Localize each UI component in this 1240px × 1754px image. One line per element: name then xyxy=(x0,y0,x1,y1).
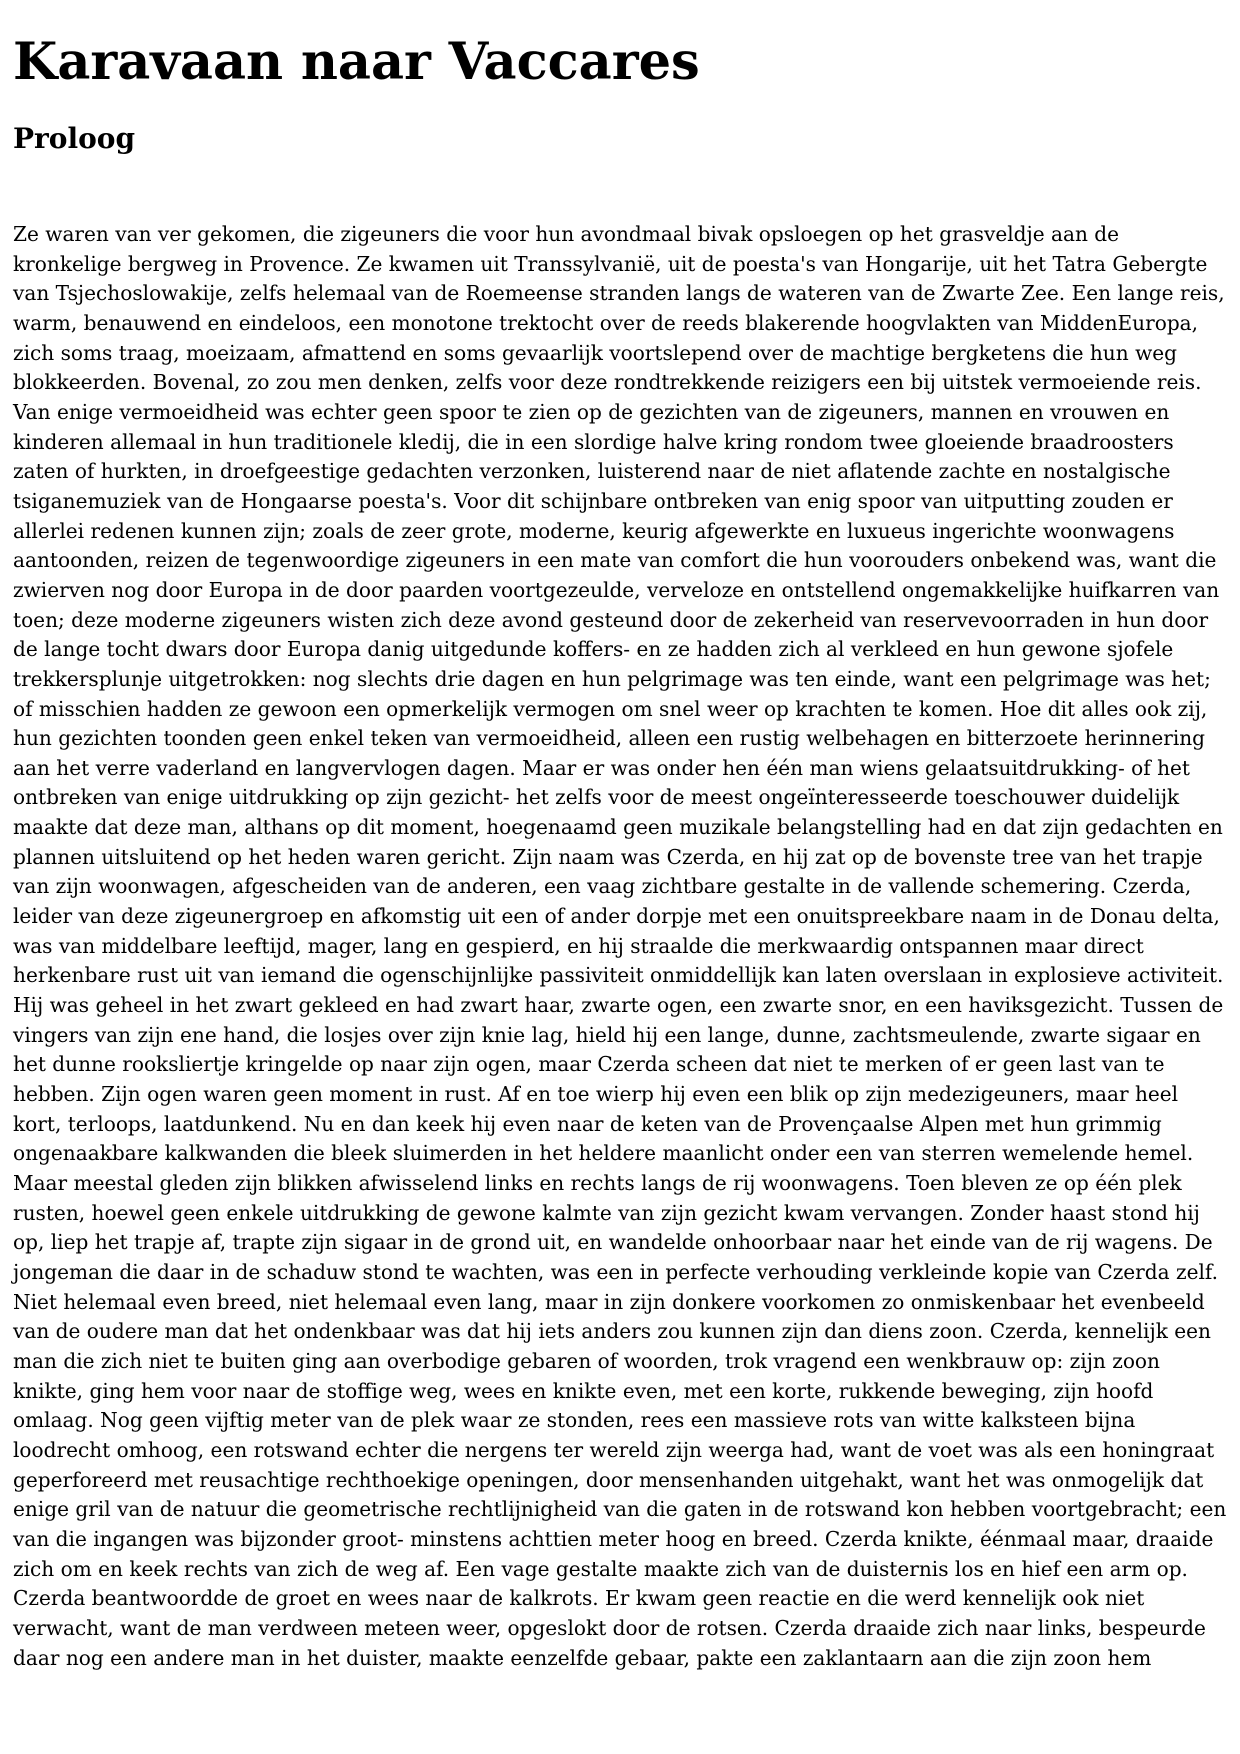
body-paragraph: Ze waren van ver gekomen, die zigeuners die voor hun avondmaal bivak opsloegen op het grasveldje aan de kronkelige bergweg in Provence. Ze kwamen uit Transsylvanië, uit de poesta's van Hongarije, uit het Tatra Gebergte van Tsjechoslowakije, zelfs helemaal van de Roemeense stranden langs de wateren van de Zwarte Zee. Een lange reis, warm, benauwend en eindeloos, een monotone trektocht over de reeds blakerende hoogvlakten van MiddenEuropa, zich soms traag, moeizaam, afmattend en soms gevaarlijk voortslepend over de machtige bergketens die hun weg blokkeerden. Bovenal, zo zou men denken, zelfs voor deze rondtrekkende reizigers een bij uitstek vermoeiende reis. Van enige vermoeidheid was echter geen spoor te zien op de gezichten van de zigeuners, mannen en vrouwen en kinderen allemaal in hun traditionele kledij, die in een slordige halve kring rondom twee gloeiende braadroosters zaten of hurkten, in droefgeestige gedachten verzonken, luisterend naar de niet aflatende zachte en nostalgische tsiganemuziek van de Hongaarse poesta's. Voor dit schijnbare ontbreken van enig spoor van uitputting zouden er allerlei redenen kunnen zijn; zoals de zeer grote, moderne, keurig afgewerkte en luxueus ingerichte woonwagens aantoonden, reizen de tegenwoordige zigeuners in een mate van comfort die hun voorouders onbekend was, want die zwierven nog door Europa in de door paarden voortgezeulde, verveloze en ontstellend ongemakkelijke huifkarren van toen; deze moderne zigeuners wisten zich deze avond gesteund door de zekerheid van reservevoorraden in hun door de lange tocht dwars door Europa danig uitgedunde koffers- en ze hadden zich al verkleed en hun gewone sjofele trekkersplunje uitgetrokken: nog slechts drie dagen en hun pelgrimage was ten einde, want een pelgrimage was het; of misschien hadden ze gewoon een opmerkelijk vermogen om snel weer op krachten te komen. Hoe dit alles ook zij, hun gezichten toonden geen enkel teken van vermoeidheid, alleen een rustig welbehagen en bitterzoete herinnering aan het verre vaderland en langvervlogen dagen. Maar er was onder hen één man wiens gelaatsuitdrukking- of het ontbreken van enige uitdrukking op zijn gezicht- het zelfs voor de meest ongeïnteresseerde toeschouwer duidelijk maakte dat deze man, althans op dit moment, hoegenaamd geen muzikale belangstelling had en dat zijn gedachten en plannen uitsluitend op het heden waren gericht. Zijn naam was Czerda, en hij zat op de bovenste tree van het trapje van zijn woonwagen, afgescheiden van de anderen, een vaag zichtbare gestalte in de vallende schemering. Czerda, leider van deze zigeunergroep en afkomstig uit een of ander dorpje met een onuitspreekbare naam in de Donau delta, was van middelbare leeftijd, mager, lang en gespierd, en hij straalde die merkwaardig ontspannen maar direct herkenbare rust uit van iemand die ogenschijnlijke passiviteit onmiddellijk kan laten overslaan in explosieve activiteit. Hij was geheel in het zwart gekleed en had zwart haar, zwarte ogen, een zwarte snor, en een haviksgezicht. Tussen de vingers van zijn ene hand, die losjes over zijn knie lag, hield hij een lange, dunne, zachtsmeulende, zwarte sigaar en het dunne rooksliertje kringelde op naar zijn ogen, maar Czerda scheen dat niet te merken of er geen last van te hebben. Zijn ogen waren geen moment in rust. Af en toe wierp hij even een blik op zijn medezigeuners, maar heel kort, terloops, laatdunkend. Nu en dan keek hij even naar de keten van de Provençaalse Alpen met hun grimmig ongenaakbare kalkwanden die bleek sluimerden in het heldere maanlicht onder een van sterren wemelende hemel. Maar meestal gleden zijn blikken afwisselend links en rechts langs de rij woonwagens. Toen bleven ze op één plek rusten, hoewel geen enkele uitdrukking de gewone kalmte van zijn gezicht kwam vervangen. Zonder haast stond hij op, liep het trapje af, trapte zijn sigaar in de grond uit, en wandelde onhoorbaar naar het einde van de rij wagens. De jongeman die daar in de schaduw stond te wachten, was een in perfecte verhouding verkleinde kopie van Czerda zelf. Niet helemaal even breed, niet helemaal even lang, maar in zijn donkere voorkomen zo onmiskenbaar het evenbeeld van de oudere man dat het ondenkbaar was dat hij iets anders zou kunnen zijn dan diens zoon. Czerda, kennelijk een man die zich niet te buiten ging aan overbodige gebaren of woorden, trok vragend een wenkbrauw op: zijn zoon knikte, ging hem voor naar de stoffige weg, wees en knikte even, met een korte, rukkende beweging, zijn hoofd omlaag. Nog geen vijftig meter van de plek waar ze stonden, rees een massieve rots van witte kalksteen bijna loodrecht omhoog, een rotswand echter die nergens ter wereld zijn weerga had, want de voet was als een honingraat geperforeerd met reusachtige rechthoekige openingen, door mensenhanden uitgehakt, want het was onmogelijk dat enige gril van de natuur die geometrische rechtlijnigheid van die gaten in de rotswand kon hebben voortgebracht; een van die ingangen was bijzonder groot- minstens achttien meter hoog en breed. Czerda knikte, éénmaal maar, draaide zich om en keek rechts van zich de weg af. Een vage gestalte maakte zich van de duisternis los en hief een arm op. Czerda beantwoordde de groet en wees naar de kalkrots. Er kwam geen reactie en die werd kennelijk ook niet verwacht, want de man verdween meteen weer, opgeslokt door de rotsen. Czerda draaide zich naar links, bespeurde daar nog een andere man in het duister, maakte eenzelfde gebaar, pakte een zaklantaarn aan die zijn zoon hem xyxy=(13,222,1227,1670)
document-title: Karavaan naar Vaccares xyxy=(13,32,700,92)
chapter-heading: Proloog xyxy=(13,122,136,155)
document-page xyxy=(13,28,1229,1673)
